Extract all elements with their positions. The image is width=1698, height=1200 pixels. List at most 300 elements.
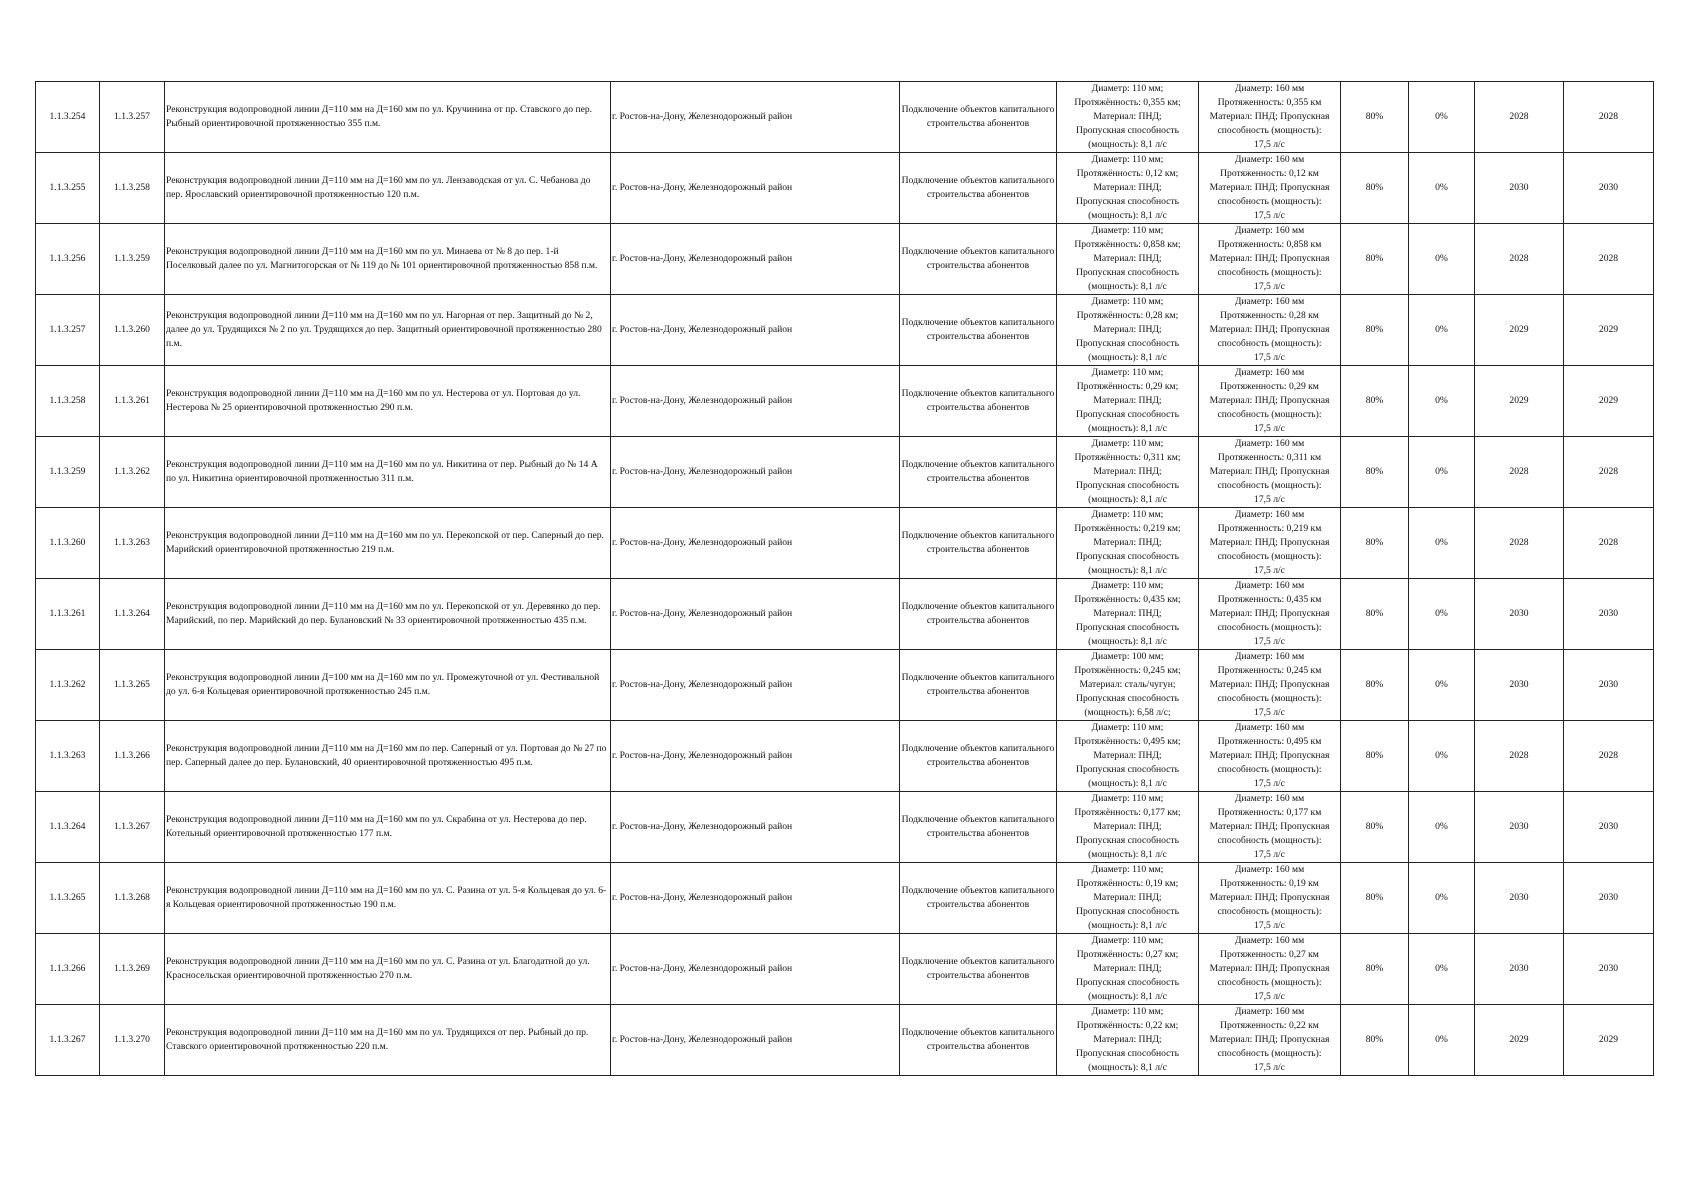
- parameter-line-before: Материал: ПНД;: [1093, 750, 1162, 761]
- parameter-line-before: Пропускная способность: [1076, 267, 1179, 278]
- location-cell: г. Ростов-на-Дону, Железнодорожный район: [611, 224, 900, 295]
- wear-percent-cell: 80%: [1341, 82, 1409, 153]
- start-year-cell: 2028: [1475, 508, 1564, 579]
- parameter-line-after: Протяженность: 0,311 км: [1217, 452, 1322, 463]
- start-year-cell: 2028: [1475, 224, 1564, 295]
- table-row: [36, 508, 1654, 579]
- end-year-cell: 2030: [1564, 579, 1654, 650]
- parameter-line-before: (мощность): 8,1 л/с: [1088, 565, 1167, 576]
- parameter-line-after: Материал: ПНД; Пропускная: [1209, 750, 1330, 761]
- purpose-cell: Подключение объектов капитального строительства абонентов: [900, 792, 1057, 863]
- target-wear-percent-cell: 0%: [1409, 792, 1475, 863]
- parameters-after-cell: [1199, 366, 1341, 437]
- project-description-cell: Реконструкция водопроводной линии Д=100 мм на Д=160 мм по ул. Промежуточной от ул. Фестивальной до ул. 6-я Кольцевая ориентировочной протяженностью 245 п.м.: [165, 650, 611, 721]
- purpose-cell: Подключение объектов капитального строительства абонентов: [900, 579, 1057, 650]
- table-row: [36, 224, 1654, 295]
- parameter-line-before: Материал: ПНД;: [1093, 395, 1162, 406]
- parameter-line-after: Протяженность: 0,19 км: [1220, 878, 1319, 889]
- location-cell: г. Ростов-на-Дону, Железнодорожный район: [611, 934, 900, 1005]
- parameter-line-after: Протяженность: 0,28 км: [1220, 310, 1319, 321]
- end-year-cell: 2030: [1564, 863, 1654, 934]
- wear-percent-cell: 80%: [1341, 1005, 1409, 1076]
- location-cell: г. Ростов-на-Дону, Железнодорожный район: [611, 508, 900, 579]
- target-wear-percent-cell: 0%: [1409, 437, 1475, 508]
- parameters-before-cell: [1057, 721, 1199, 792]
- parameter-line-after: 17,5 л/с: [1254, 281, 1285, 292]
- purpose-cell: Подключение объектов капитального строительства абонентов: [900, 366, 1057, 437]
- row-number-cell: 1.1.3.263: [36, 721, 100, 792]
- parameter-line-before: Пропускная способность: [1076, 764, 1179, 775]
- parameter-line-before: Диаметр: 110 мм;: [1091, 864, 1164, 875]
- target-wear-percent-cell: 0%: [1409, 224, 1475, 295]
- parameters-after-cell: [1199, 579, 1341, 650]
- parameter-line-after: Диаметр: 160 мм: [1234, 296, 1305, 307]
- parameters-before-cell: [1057, 863, 1199, 934]
- parameter-line-after: способность (мощность):: [1217, 693, 1322, 704]
- parameter-line-after: Диаметр: 160 мм: [1234, 580, 1305, 591]
- parameter-line-before: (мощность): 8,1 л/с: [1088, 139, 1167, 150]
- start-year-cell: 2029: [1475, 1005, 1564, 1076]
- parameter-line-after: способность (мощность):: [1217, 764, 1322, 775]
- purpose-cell: Подключение объектов капитального строительства абонентов: [900, 934, 1057, 1005]
- parameter-line-after: способность (мощность):: [1217, 409, 1322, 420]
- parameter-line-before: Протяжённость: 0,28 км;: [1076, 310, 1179, 321]
- parameters-after-cell: [1199, 437, 1341, 508]
- start-year-cell: 2028: [1475, 721, 1564, 792]
- parameter-line-before: Материал: ПНД;: [1093, 253, 1162, 264]
- end-year-cell: 2030: [1564, 153, 1654, 224]
- target-wear-percent-cell: 0%: [1409, 366, 1475, 437]
- target-wear-percent-cell: 0%: [1409, 1005, 1475, 1076]
- location-cell: г. Ростов-на-Дону, Железнодорожный район: [611, 153, 900, 224]
- row-number-cell: 1.1.3.262: [36, 650, 100, 721]
- end-year-cell: 2030: [1564, 934, 1654, 1005]
- purpose-cell: Подключение объектов капитального строительства абонентов: [900, 508, 1057, 579]
- table-row: [36, 82, 1654, 153]
- target-wear-percent-cell: 0%: [1409, 82, 1475, 153]
- project-description-cell: Реконструкция водопроводной линии Д=110 мм на Д=160 мм по ул. С. Разина от ул. 5-я Кольцевая до ул. 6-я Кольцевая ориентировочной протяженностью 190 п.м.: [165, 863, 611, 934]
- parameter-line-before: (мощность): 8,1 л/с: [1088, 849, 1167, 860]
- start-year-cell: 2030: [1475, 934, 1564, 1005]
- purpose-cell: Подключение объектов капитального строительства абонентов: [900, 863, 1057, 934]
- parameter-line-before: Диаметр: 110 мм;: [1091, 83, 1164, 94]
- parameter-line-after: Протяженность: 0,435 км: [1217, 594, 1322, 605]
- table-row: [36, 863, 1654, 934]
- wear-percent-cell: 80%: [1341, 437, 1409, 508]
- parameters-before-cell: [1057, 295, 1199, 366]
- parameters-after-cell: [1199, 721, 1341, 792]
- parameter-line-before: Пропускная способность: [1076, 906, 1179, 917]
- parameter-line-after: Протяженность: 0,27 км: [1220, 949, 1319, 960]
- parameter-line-after: Материал: ПНД; Пропускная: [1209, 395, 1330, 406]
- start-year-cell: 2030: [1475, 650, 1564, 721]
- parameter-line-after: Материал: ПНД; Пропускная: [1209, 679, 1330, 690]
- location-cell: г. Ростов-на-Дону, Железнодорожный район: [611, 579, 900, 650]
- wear-percent-cell: 80%: [1341, 366, 1409, 437]
- location-cell: г. Ростов-на-Дону, Железнодорожный район: [611, 295, 900, 366]
- parameter-line-after: Диаметр: 160 мм: [1234, 935, 1305, 946]
- parameter-line-after: 17,5 л/с: [1254, 352, 1285, 363]
- parameter-line-before: Протяжённость: 0,12 км;: [1076, 168, 1179, 179]
- end-year-cell: 2028: [1564, 508, 1654, 579]
- parameter-line-after: способность (мощность):: [1217, 551, 1322, 562]
- target-wear-percent-cell: 0%: [1409, 863, 1475, 934]
- parameter-line-after: Диаметр: 160 мм: [1234, 509, 1305, 520]
- parameter-line-before: Пропускная способность: [1076, 125, 1179, 136]
- parameter-line-before: (мощность): 8,1 л/с: [1088, 281, 1167, 292]
- target-wear-percent-cell: 0%: [1409, 579, 1475, 650]
- parameter-line-after: Диаметр: 160 мм: [1234, 864, 1305, 875]
- target-wear-percent-cell: 0%: [1409, 508, 1475, 579]
- program-item-number-cell: 1.1.3.258: [100, 153, 165, 224]
- parameter-line-before: (мощность): 8,1 л/с: [1088, 920, 1167, 931]
- parameter-line-before: Материал: ПНД;: [1093, 111, 1162, 122]
- parameter-line-before: (мощность): 8,1 л/с: [1088, 636, 1167, 647]
- parameter-line-after: Протяженность: 0,22 км: [1220, 1020, 1319, 1031]
- parameter-line-after: Диаметр: 160 мм: [1234, 793, 1305, 804]
- parameters-after-cell: [1199, 224, 1341, 295]
- parameters-before-cell: [1057, 579, 1199, 650]
- row-number-cell: 1.1.3.265: [36, 863, 100, 934]
- purpose-cell: Подключение объектов капитального строительства абонентов: [900, 1005, 1057, 1076]
- parameter-line-after: 17,5 л/с: [1254, 423, 1285, 434]
- program-item-number-cell: 1.1.3.260: [100, 295, 165, 366]
- parameter-line-after: Протяженность: 0,12 км: [1220, 168, 1319, 179]
- parameters-before-cell: [1057, 437, 1199, 508]
- wear-percent-cell: 80%: [1341, 153, 1409, 224]
- parameter-line-before: Протяжённость: 0,177 км;: [1074, 807, 1181, 818]
- end-year-cell: 2029: [1564, 1005, 1654, 1076]
- parameter-line-after: Материал: ПНД; Пропускная: [1209, 608, 1330, 619]
- parameter-line-before: Диаметр: 110 мм;: [1091, 154, 1164, 165]
- parameter-line-before: Протяжённость: 0,27 км;: [1076, 949, 1179, 960]
- parameter-line-after: Материал: ПНД; Пропускная: [1209, 821, 1330, 832]
- project-description-cell: Реконструкция водопроводной линии Д=110 мм на Д=160 мм по ул. Нагорная от пер. Защитный до № 2, далее до ул. Трудящихся № 2 по ул. Трудящихся до пер. Защитный ориентировочной протяженностью 280 п.м.: [165, 295, 611, 366]
- end-year-cell: 2030: [1564, 650, 1654, 721]
- parameter-line-after: способность (мощность):: [1217, 835, 1322, 846]
- start-year-cell: 2029: [1475, 366, 1564, 437]
- project-description-cell: Реконструкция водопроводной линии Д=110 мм на Д=160 мм по ул. С. Разина от ул. Благодатной до ул. Красносельская ориентировочной протяженностью 270 п.м.: [165, 934, 611, 1005]
- project-description-cell: Реконструкция водопроводной линии Д=110 мм на Д=160 мм по ул. Лензаводская от ул. С. Чебанова до пер. Ярославский ориентировочной протяженностью 120 п.м.: [165, 153, 611, 224]
- wear-percent-cell: 80%: [1341, 792, 1409, 863]
- project-description-cell: Реконструкция водопроводной линии Д=110 мм на Д=160 мм по ул. Нестерова от ул. Портовая до ул. Нестерова № 25 ориентировочной протяженностью 290 п.м.: [165, 366, 611, 437]
- parameter-line-after: Протяженность: 0,355 км: [1217, 97, 1322, 108]
- purpose-cell: Подключение объектов капитального строительства абонентов: [900, 224, 1057, 295]
- parameter-line-before: Диаметр: 110 мм;: [1091, 509, 1164, 520]
- program-item-number-cell: 1.1.3.259: [100, 224, 165, 295]
- parameter-line-after: 17,5 л/с: [1254, 849, 1285, 860]
- project-description-cell: Реконструкция водопроводной линии Д=110 мм на Д=160 мм по ул. Скрабина от ул. Нестерова до пер. Котельный ориентировочной протяженностью 177 п.м.: [165, 792, 611, 863]
- parameter-line-after: 17,5 л/с: [1254, 210, 1285, 221]
- project-description-cell: Реконструкция водопроводной линии Д=110 мм на Д=160 мм по ул. Перекопской от ул. Деревянко до пер. Марийский, по пер. Марийский до пер. Булановский № 33 ориентировочной протяженностью 435 п.м.: [165, 579, 611, 650]
- parameter-line-before: Пропускная способность: [1076, 835, 1179, 846]
- parameters-before-cell: [1057, 792, 1199, 863]
- parameter-line-after: 17,5 л/с: [1254, 991, 1285, 1002]
- row-number-cell: 1.1.3.255: [36, 153, 100, 224]
- parameter-line-after: способность (мощность):: [1217, 622, 1322, 633]
- parameter-line-after: 17,5 л/с: [1254, 920, 1285, 931]
- table-row: [36, 295, 1654, 366]
- parameter-line-before: Диаметр: 110 мм;: [1091, 935, 1164, 946]
- parameter-line-after: способность (мощность):: [1217, 196, 1322, 207]
- program-item-number-cell: 1.1.3.257: [100, 82, 165, 153]
- parameter-line-before: (мощность): 8,1 л/с: [1088, 494, 1167, 505]
- row-number-cell: 1.1.3.261: [36, 579, 100, 650]
- parameter-line-after: Материал: ПНД; Пропускная: [1209, 324, 1330, 335]
- table-row: [36, 721, 1654, 792]
- parameter-line-before: Пропускная способность: [1076, 196, 1179, 207]
- parameter-line-after: Протяженность: 0,177 км: [1217, 807, 1322, 818]
- location-cell: г. Ростов-на-Дону, Железнодорожный район: [611, 792, 900, 863]
- parameter-line-after: Протяженность: 0,858 км: [1217, 239, 1322, 250]
- program-item-number-cell: 1.1.3.270: [100, 1005, 165, 1076]
- row-number-cell: 1.1.3.254: [36, 82, 100, 153]
- row-number-cell: 1.1.3.260: [36, 508, 100, 579]
- parameter-line-after: способность (мощность):: [1217, 480, 1322, 491]
- parameter-line-after: Протяженность: 0,245 км: [1217, 665, 1322, 676]
- row-number-cell: 1.1.3.256: [36, 224, 100, 295]
- end-year-cell: 2028: [1564, 721, 1654, 792]
- parameter-line-before: (мощность): 8,1 л/с: [1088, 1062, 1167, 1073]
- table-row: [36, 792, 1654, 863]
- start-year-cell: 2030: [1475, 153, 1564, 224]
- parameter-line-after: Диаметр: 160 мм: [1234, 651, 1305, 662]
- wear-percent-cell: 80%: [1341, 224, 1409, 295]
- investment-program-table: [35, 81, 1654, 1076]
- parameter-line-after: Диаметр: 160 мм: [1234, 367, 1305, 378]
- parameter-line-before: Диаметр: 110 мм;: [1091, 296, 1164, 307]
- parameter-line-after: способность (мощность):: [1217, 906, 1322, 917]
- table-row: [36, 437, 1654, 508]
- parameter-line-before: Диаметр: 110 мм;: [1091, 367, 1164, 378]
- parameter-line-after: способность (мощность):: [1217, 338, 1322, 349]
- parameter-line-after: Материал: ПНД; Пропускная: [1209, 963, 1330, 974]
- parameter-line-after: 17,5 л/с: [1254, 139, 1285, 150]
- parameter-line-before: Пропускная способность: [1076, 480, 1179, 491]
- program-item-number-cell: 1.1.3.261: [100, 366, 165, 437]
- parameter-line-before: Диаметр: 110 мм;: [1091, 580, 1164, 591]
- purpose-cell: Подключение объектов капитального строительства абонентов: [900, 721, 1057, 792]
- parameter-line-after: 17,5 л/с: [1254, 778, 1285, 789]
- row-number-cell: 1.1.3.258: [36, 366, 100, 437]
- parameter-line-after: Протяженность: 0,29 км: [1220, 381, 1319, 392]
- location-cell: г. Ростов-на-Дону, Железнодорожный район: [611, 437, 900, 508]
- parameter-line-after: Материал: ПНД; Пропускная: [1209, 537, 1330, 548]
- parameter-line-after: 17,5 л/с: [1254, 1062, 1285, 1073]
- end-year-cell: 2030: [1564, 792, 1654, 863]
- project-description-cell: Реконструкция водопроводной линии Д=110 мм на Д=160 мм по ул. Минаева от № 8 до пер. 1-й Поселковый далее по ул. Магнитогорская от № 119 до № 101 ориентировочной протяженностью 858 п.м.: [165, 224, 611, 295]
- target-wear-percent-cell: 0%: [1409, 650, 1475, 721]
- parameter-line-after: 17,5 л/с: [1254, 636, 1285, 647]
- start-year-cell: 2028: [1475, 82, 1564, 153]
- parameter-line-before: (мощность): 8,1 л/с: [1088, 778, 1167, 789]
- parameters-before-cell: [1057, 650, 1199, 721]
- parameter-line-after: Диаметр: 160 мм: [1234, 722, 1305, 733]
- parameter-line-before: Материал: ПНД;: [1093, 963, 1162, 974]
- end-year-cell: 2028: [1564, 224, 1654, 295]
- parameter-line-before: Диаметр: 110 мм;: [1091, 438, 1164, 449]
- table-body: [36, 82, 1654, 1076]
- wear-percent-cell: 80%: [1341, 295, 1409, 366]
- program-item-number-cell: 1.1.3.267: [100, 792, 165, 863]
- location-cell: г. Ростов-на-Дону, Железнодорожный район: [611, 366, 900, 437]
- parameter-line-before: Протяжённость: 0,495 км;: [1074, 736, 1181, 747]
- row-number-cell: 1.1.3.267: [36, 1005, 100, 1076]
- parameter-line-before: Диаметр: 110 мм;: [1091, 1006, 1164, 1017]
- parameters-after-cell: [1199, 82, 1341, 153]
- row-number-cell: 1.1.3.257: [36, 295, 100, 366]
- parameter-line-after: 17,5 л/с: [1254, 494, 1285, 505]
- parameter-line-after: Диаметр: 160 мм: [1234, 438, 1305, 449]
- parameter-line-before: (мощность): 8,1 л/с: [1088, 991, 1167, 1002]
- parameter-line-before: Диаметр: 110 мм;: [1091, 793, 1164, 804]
- start-year-cell: 2030: [1475, 863, 1564, 934]
- target-wear-percent-cell: 0%: [1409, 295, 1475, 366]
- parameter-line-after: 17,5 л/с: [1254, 707, 1285, 718]
- parameter-line-before: Материал: ПНД;: [1093, 537, 1162, 548]
- purpose-cell: Подключение объектов капитального строительства абонентов: [900, 437, 1057, 508]
- program-item-number-cell: 1.1.3.265: [100, 650, 165, 721]
- parameters-before-cell: [1057, 82, 1199, 153]
- project-description-cell: Реконструкция водопроводной линии Д=110 мм на Д=160 мм по ул. Никитина от пер. Рыбный до № 14 А по ул. Никитина ориентировочной протяженностью 311 п.м.: [165, 437, 611, 508]
- wear-percent-cell: 80%: [1341, 508, 1409, 579]
- wear-percent-cell: 80%: [1341, 863, 1409, 934]
- parameter-line-before: (мощность): 6,58 л/с;: [1084, 707, 1171, 718]
- parameters-after-cell: [1199, 1005, 1341, 1076]
- parameters-after-cell: [1199, 650, 1341, 721]
- parameter-line-before: Протяжённость: 0,22 км;: [1076, 1020, 1179, 1031]
- parameters-before-cell: [1057, 153, 1199, 224]
- start-year-cell: 2030: [1475, 792, 1564, 863]
- target-wear-percent-cell: 0%: [1409, 721, 1475, 792]
- parameter-line-after: Материал: ПНД; Пропускная: [1209, 253, 1330, 264]
- parameter-line-after: способность (мощность):: [1217, 1048, 1322, 1059]
- parameter-line-after: Материал: ПНД; Пропускная: [1209, 111, 1330, 122]
- row-number-cell: 1.1.3.264: [36, 792, 100, 863]
- parameters-before-cell: [1057, 224, 1199, 295]
- row-number-cell: 1.1.3.266: [36, 934, 100, 1005]
- parameter-line-after: Протяженность: 0,495 км: [1217, 736, 1322, 747]
- parameter-line-before: Диаметр: 100 мм;: [1091, 651, 1164, 662]
- parameters-before-cell: [1057, 366, 1199, 437]
- parameter-line-after: Диаметр: 160 мм: [1234, 225, 1305, 236]
- parameter-line-before: Пропускная способность: [1076, 977, 1179, 988]
- parameters-after-cell: [1199, 508, 1341, 579]
- parameter-line-before: Протяжённость: 0,355 км;: [1074, 97, 1181, 108]
- program-item-number-cell: 1.1.3.264: [100, 579, 165, 650]
- parameter-line-after: Диаметр: 160 мм: [1234, 83, 1305, 94]
- parameter-line-before: Пропускная способность: [1076, 409, 1179, 420]
- wear-percent-cell: 80%: [1341, 650, 1409, 721]
- location-cell: г. Ростов-на-Дону, Железнодорожный район: [611, 1005, 900, 1076]
- parameter-line-after: Материал: ПНД; Пропускная: [1209, 182, 1330, 193]
- location-cell: г. Ростов-на-Дону, Железнодорожный район: [611, 650, 900, 721]
- end-year-cell: 2028: [1564, 437, 1654, 508]
- location-cell: г. Ростов-на-Дону, Железнодорожный район: [611, 82, 900, 153]
- parameter-line-before: Пропускная способность: [1076, 693, 1179, 704]
- program-item-number-cell: 1.1.3.266: [100, 721, 165, 792]
- purpose-cell: Подключение объектов капитального строительства абонентов: [900, 153, 1057, 224]
- table-row: [36, 579, 1654, 650]
- parameter-line-before: (мощность): 8,1 л/с: [1088, 210, 1167, 221]
- parameter-line-before: Материал: ПНД;: [1093, 182, 1162, 193]
- parameters-after-cell: [1199, 792, 1341, 863]
- location-cell: г. Ростов-на-Дону, Железнодорожный район: [611, 721, 900, 792]
- parameter-line-before: Пропускная способность: [1076, 338, 1179, 349]
- project-description-cell: Реконструкция водопроводной линии Д=110 мм на Д=160 мм по ул. Перекопской от пер. Саперный до пер. Марийский ориентировочной протяженностью 219 п.м.: [165, 508, 611, 579]
- project-description-cell: Реконструкция водопроводной линии Д=110 мм на Д=160 мм по ул. Кручинина от пр. Ставского до пер. Рыбный ориентировочной протяженностью 355 п.м.: [165, 82, 611, 153]
- parameter-line-before: Протяжённость: 0,19 км;: [1076, 878, 1179, 889]
- parameters-after-cell: [1199, 934, 1341, 1005]
- parameter-line-before: Материал: ПНД;: [1093, 324, 1162, 335]
- end-year-cell: 2028: [1564, 82, 1654, 153]
- table-row: [36, 366, 1654, 437]
- parameter-line-before: Протяжённость: 0,29 км;: [1076, 381, 1179, 392]
- project-description-cell: Реконструкция водопроводной линии Д=110 мм на Д=160 мм по ул. Трудящихся от пер. Рыбный до пр. Ставского ориентировочной протяженностью 220 п.м.: [165, 1005, 611, 1076]
- parameter-line-after: способность (мощность):: [1217, 125, 1322, 136]
- parameter-line-before: Протяжённость: 0,245 км;: [1074, 665, 1181, 676]
- target-wear-percent-cell: 0%: [1409, 934, 1475, 1005]
- project-description-cell: Реконструкция водопроводной линии Д=110 мм на Д=160 мм по пер. Саперный от ул. Портовая до № 27 по пер. Саперный далее до пер. Булановский, 40 ориентировочной протяженностью 495 п.м.: [165, 721, 611, 792]
- parameter-line-before: Материал: ПНД;: [1093, 466, 1162, 477]
- program-item-number-cell: 1.1.3.262: [100, 437, 165, 508]
- parameter-line-before: Диаметр: 110 мм;: [1091, 722, 1164, 733]
- end-year-cell: 2029: [1564, 295, 1654, 366]
- parameter-line-before: Пропускная способность: [1076, 1048, 1179, 1059]
- parameter-line-after: Материал: ПНД; Пропускная: [1209, 466, 1330, 477]
- parameter-line-before: Протяжённость: 0,311 км;: [1074, 452, 1181, 463]
- parameters-after-cell: [1199, 295, 1341, 366]
- target-wear-percent-cell: 0%: [1409, 153, 1475, 224]
- end-year-cell: 2029: [1564, 366, 1654, 437]
- start-year-cell: 2028: [1475, 437, 1564, 508]
- wear-percent-cell: 80%: [1341, 579, 1409, 650]
- start-year-cell: 2029: [1475, 295, 1564, 366]
- start-year-cell: 2030: [1475, 579, 1564, 650]
- table-row: [36, 153, 1654, 224]
- parameter-line-after: Материал: ПНД; Пропускная: [1209, 892, 1330, 903]
- parameter-line-after: Диаметр: 160 мм: [1234, 1006, 1305, 1017]
- parameter-line-after: 17,5 л/с: [1254, 565, 1285, 576]
- parameter-line-before: Пропускная способность: [1076, 551, 1179, 562]
- parameters-before-cell: [1057, 508, 1199, 579]
- parameter-line-before: Протяжённость: 0,858 км;: [1074, 239, 1181, 250]
- table-row: [36, 1005, 1654, 1076]
- program-item-number-cell: 1.1.3.269: [100, 934, 165, 1005]
- table-row: [36, 934, 1654, 1005]
- parameter-line-before: Материал: ПНД;: [1093, 608, 1162, 619]
- parameter-line-before: (мощность): 8,1 л/с: [1088, 423, 1167, 434]
- table-row: [36, 650, 1654, 721]
- parameter-line-after: способность (мощность):: [1217, 267, 1322, 278]
- parameter-line-before: Материал: сталь/чугун;: [1079, 679, 1176, 690]
- location-cell: г. Ростов-на-Дону, Железнодорожный район: [611, 863, 900, 934]
- purpose-cell: Подключение объектов капитального строительства абонентов: [900, 82, 1057, 153]
- row-number-cell: 1.1.3.259: [36, 437, 100, 508]
- purpose-cell: Подключение объектов капитального строительства абонентов: [900, 650, 1057, 721]
- parameter-line-after: Диаметр: 160 мм: [1234, 154, 1305, 165]
- parameter-line-after: Протяженность: 0,219 км: [1217, 523, 1322, 534]
- parameter-line-before: Протяжённость: 0,435 км;: [1074, 594, 1181, 605]
- parameters-before-cell: [1057, 934, 1199, 1005]
- parameter-line-before: Пропускная способность: [1076, 622, 1179, 633]
- parameters-after-cell: [1199, 153, 1341, 224]
- purpose-cell: Подключение объектов капитального строительства абонентов: [900, 295, 1057, 366]
- parameter-line-before: Материал: ПНД;: [1093, 1034, 1162, 1045]
- parameter-line-before: (мощность): 8,1 л/с: [1088, 352, 1167, 363]
- wear-percent-cell: 80%: [1341, 934, 1409, 1005]
- program-item-number-cell: 1.1.3.268: [100, 863, 165, 934]
